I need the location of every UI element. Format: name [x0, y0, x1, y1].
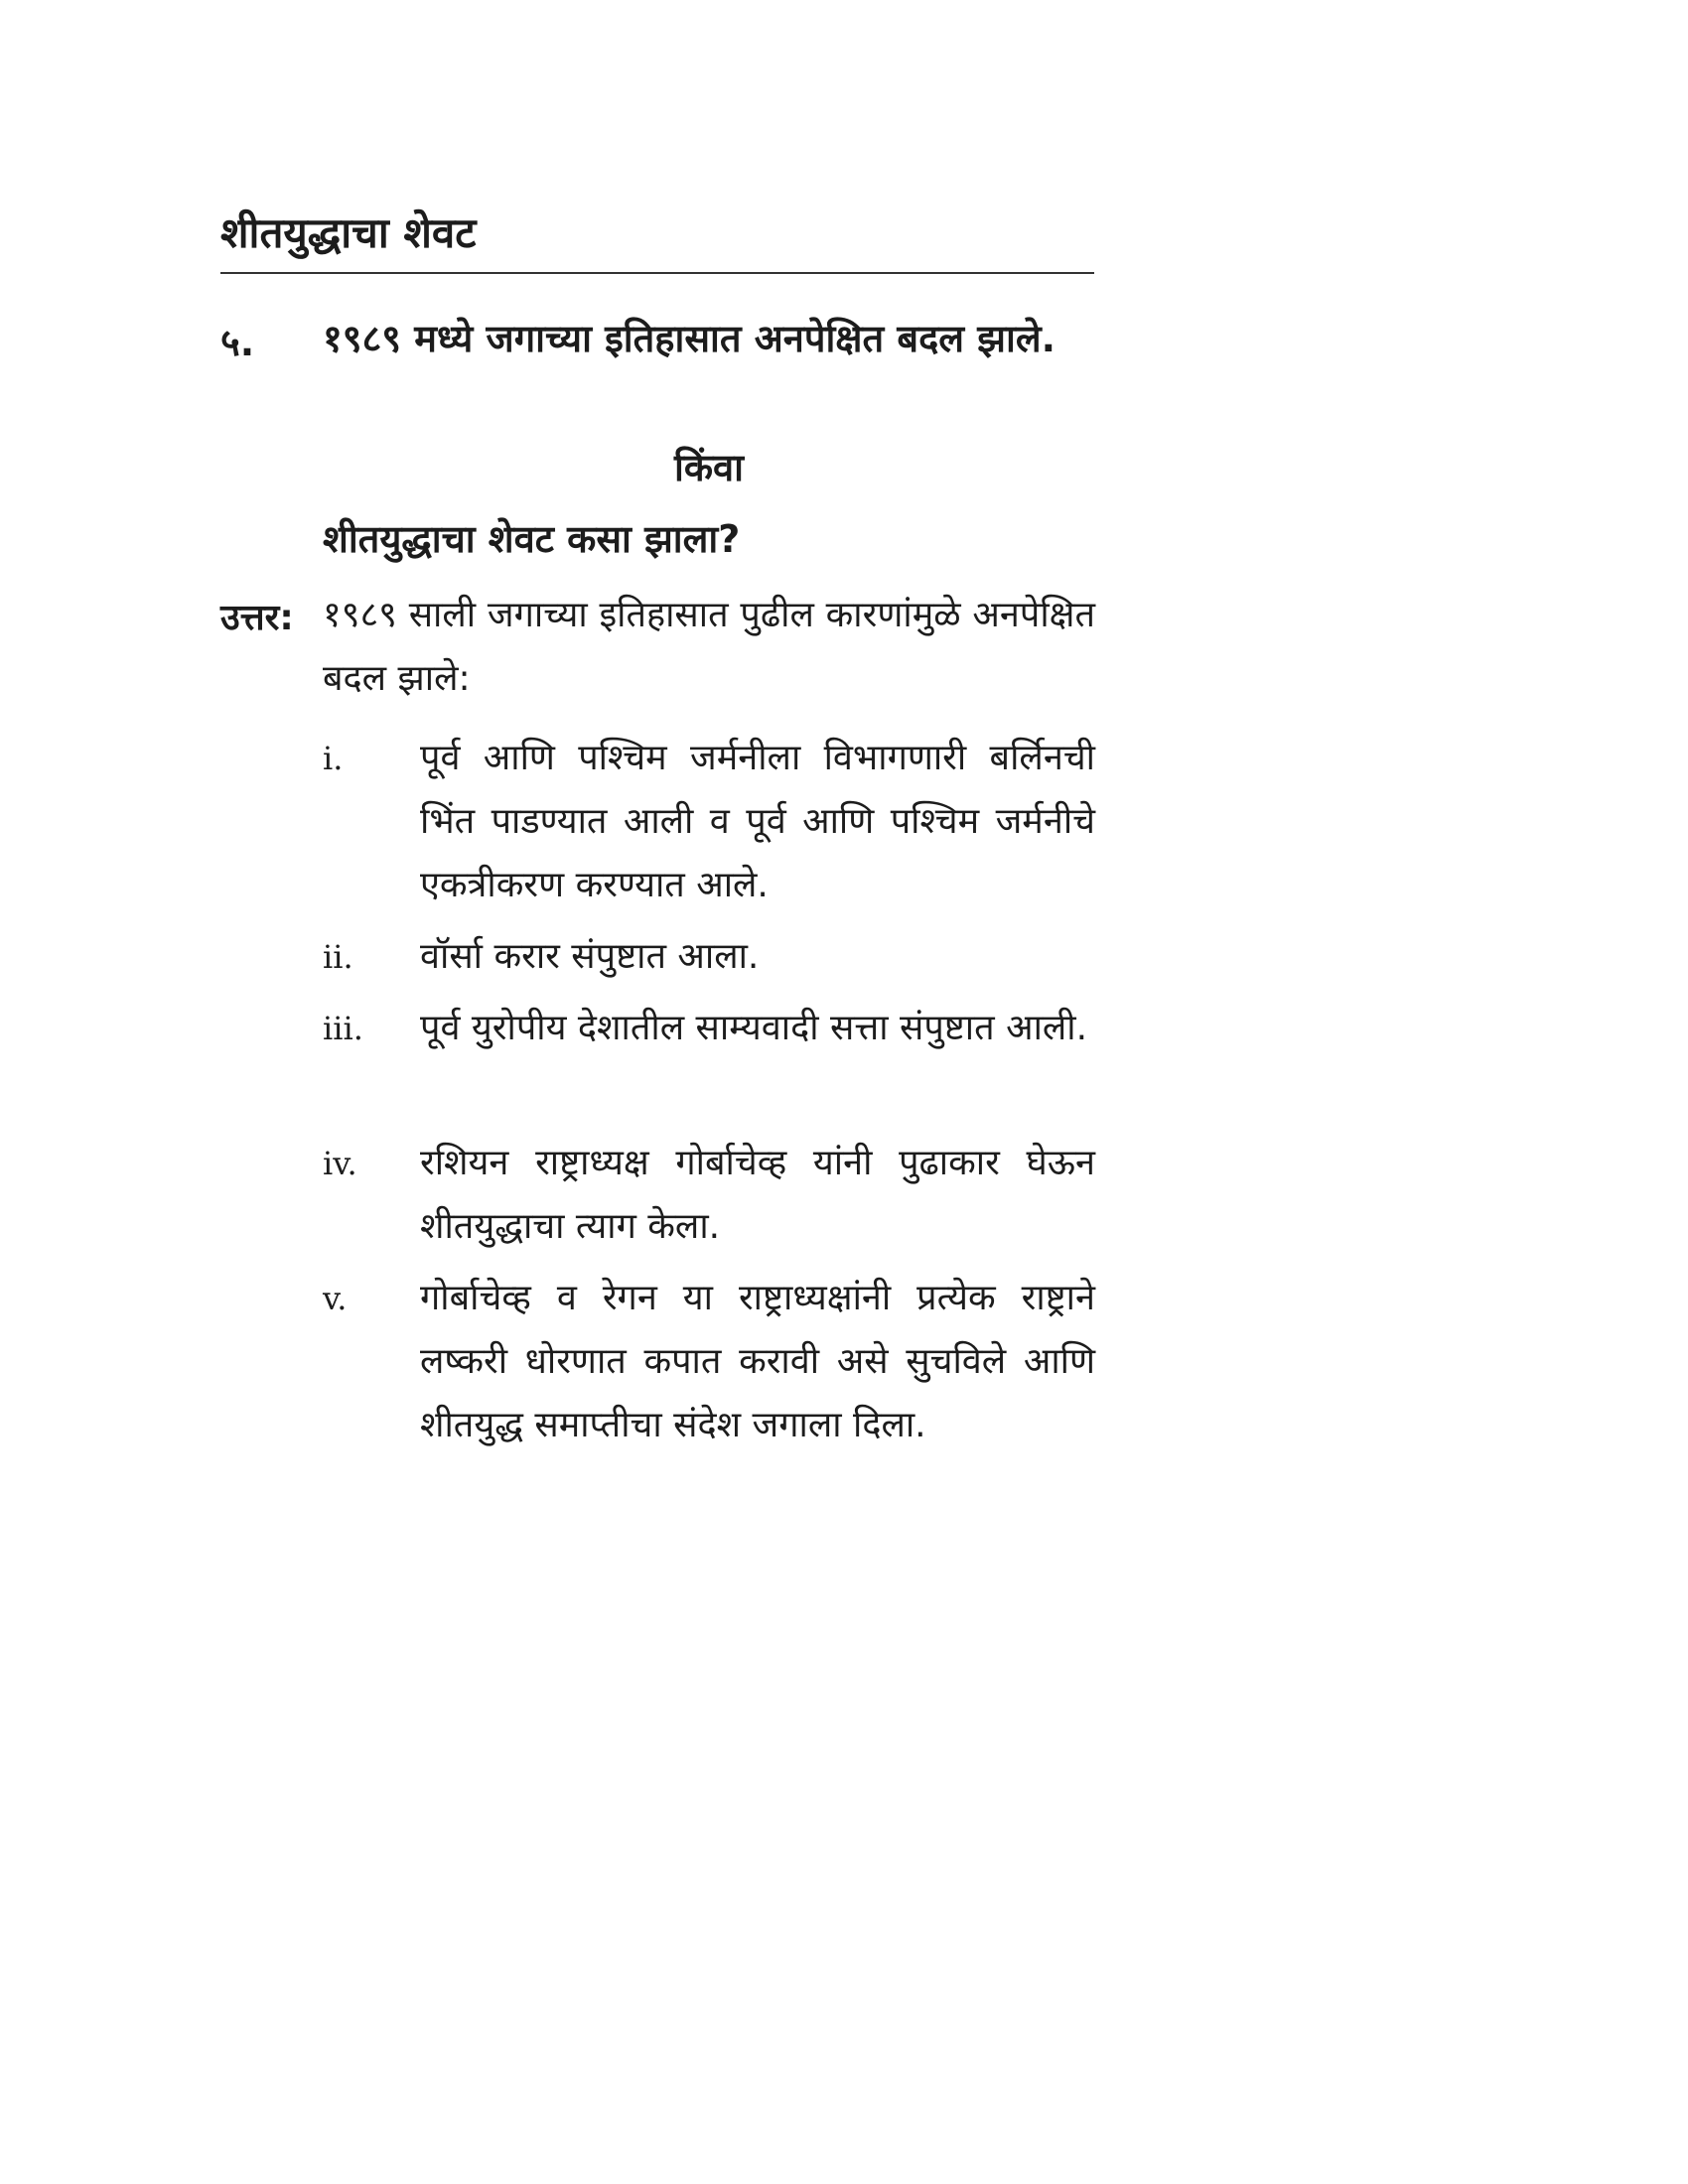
answer-intro: १९८९ साली जगाच्या इतिहासात पुढील कारणांमुळे अनपेक्षित बदल झाले:: [323, 595, 1095, 699]
point-text: गोर्बाचेव्ह व रेगन या राष्ट्राध्यक्षांनी प्रत्येक राष्ट्राने लष्करी धोरणात कपात करावी असे सुचविले आणि शीतयुद्ध समाप्तीचा संदेश जगाला दिला.: [420, 1278, 1095, 1445]
point-number: i.: [323, 740, 344, 777]
point-number: ii.: [323, 938, 353, 976]
point-text: वॉर्सा करार संपुष्टात आला.: [420, 936, 760, 977]
or-separator: किंवा: [674, 446, 744, 489]
point-number: iv.: [323, 1145, 357, 1182]
point-text: पूर्व युरोपीय देशातील साम्यवादी सत्ता संपुष्टात आली.: [420, 1008, 1088, 1048]
title-underline: [220, 272, 1094, 274]
question-alternate: शीतयुद्धाचा शेवट कसा झाला?: [323, 517, 741, 561]
point-text: पूर्व आणि पश्चिम जर्मनीला विभागणारी बर्लिनची भिंत पाडण्यात आली व पूर्व आणि पश्चिम जर्मनीचे एकत्रीकरण करण्यात आले.: [420, 738, 1095, 905]
answer-label: उत्तर:: [220, 598, 294, 638]
question-text: १९८९ मध्ये जगाच्या इतिहासात अनपेक्षित बदल झाले.: [323, 317, 1056, 360]
question-number: ५.: [220, 321, 255, 364]
point-number: v.: [323, 1280, 348, 1317]
section-title: शीतयुद्धाचा शेवट: [220, 208, 477, 257]
point-text: रशियन राष्ट्राध्यक्ष गोर्बाचेव्ह यांनी पुढाकार घेऊन शीतयुद्धाचा त्याग केला.: [420, 1143, 1095, 1247]
point-number: iii.: [323, 1010, 363, 1047]
